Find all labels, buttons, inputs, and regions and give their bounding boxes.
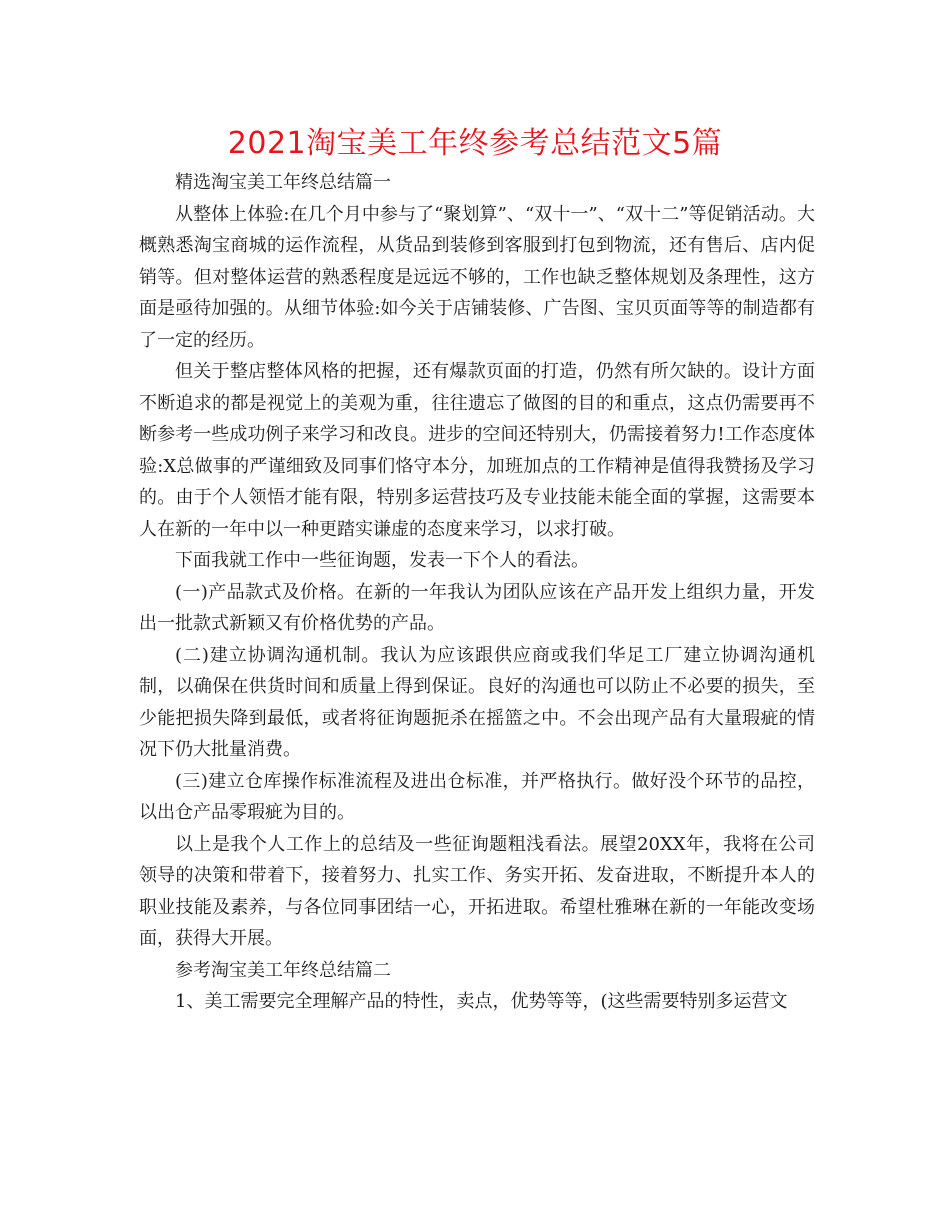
paragraph: (一)产品款式及价格。在新的一年我认为团队应该在产品开发上组织力量，开发出一批款式新颖又有价格优势的产品。 [139, 581, 815, 634]
paragraph: 1、美工需要完全理解产品的特性，卖点，优势等等，(这些需要特别多运营文 [175, 991, 788, 1012]
section-heading-2: 参考淘宝美工年终总结篇二 [175, 959, 391, 981]
paragraph: 以上是我个人工作上的总结及一些征询题粗浅看法。展望20XX年，我将在公司领导的决策和带着下，接着努力、扎实工作、务实开拓、发奋进取，不断提升本人的职业技能及素养，与各位同事团结一心，开拓进取。希望杜雅琳在新的一年能改变场面，获得大开展。 [139, 833, 815, 949]
paragraph: (二)建立协调沟通机制。我认为应该跟供应商或我们华足工厂建立协调沟通机制，以确保在供货时间和质量上得到保证。良好的沟通也可以防止不必要的损失，至少能把损失降到最低，或者将征询题扼杀在摇篮之中。不会出现产品有大量瑕疵的情况下仍大批量消费。 [139, 644, 815, 760]
paragraph: 下面我就工作中一些征询题，发表一下个人的看法。 [175, 550, 589, 571]
paragraph: 从整体上体验:在几个月中参与了“聚划算”、“双十一”、“双十二”等促销活动。大概熟悉淘宝商城的运作流程，从货品到装修到客服到打包到物流，还有售后、店内促销等。但对整体运营的熟悉程度是远远不够的，工作也缺乏整体规划及条理性，这方面是亟待加强的。从细节体验:如今关于店铺装修、广告图、宝贝页面等等的制造都有了一定的经历。 [139, 203, 815, 351]
document-title: 2021淘宝美工年终参考总结范文5篇 [227, 126, 723, 161]
document-body [139, 167, 815, 1018]
paragraph: (三)建立仓库操作标准流程及进出仓标准，并严格执行。做好没个环节的品控，以出仓产品零瑕疵为目的。 [139, 770, 815, 823]
paragraph: 但关于整店整体风格的把握，还有爆款页面的打造，仍然有所欠缺的。设计方面不断追求的都是视觉上的美观为重，往往遗忘了做图的目的和重点，这点仍需要再不断参考一些成功例子来学习和改良。进步的空间还特别大，仍需接着努力!工作态度体验:X总做事的严谨细致及同事们恪守本分，加班加点的工作精神是值得我赞扬及学习的。由于个人领悟才能有限，特别多运营技巧及专业技能未能全面的掌握，这需要本人在新的一年中以一种更踏实谦虚的态度来学习，以求打破。 [139, 361, 815, 540]
section-heading-1: 精选淘宝美工年终总结篇一 [175, 172, 391, 193]
